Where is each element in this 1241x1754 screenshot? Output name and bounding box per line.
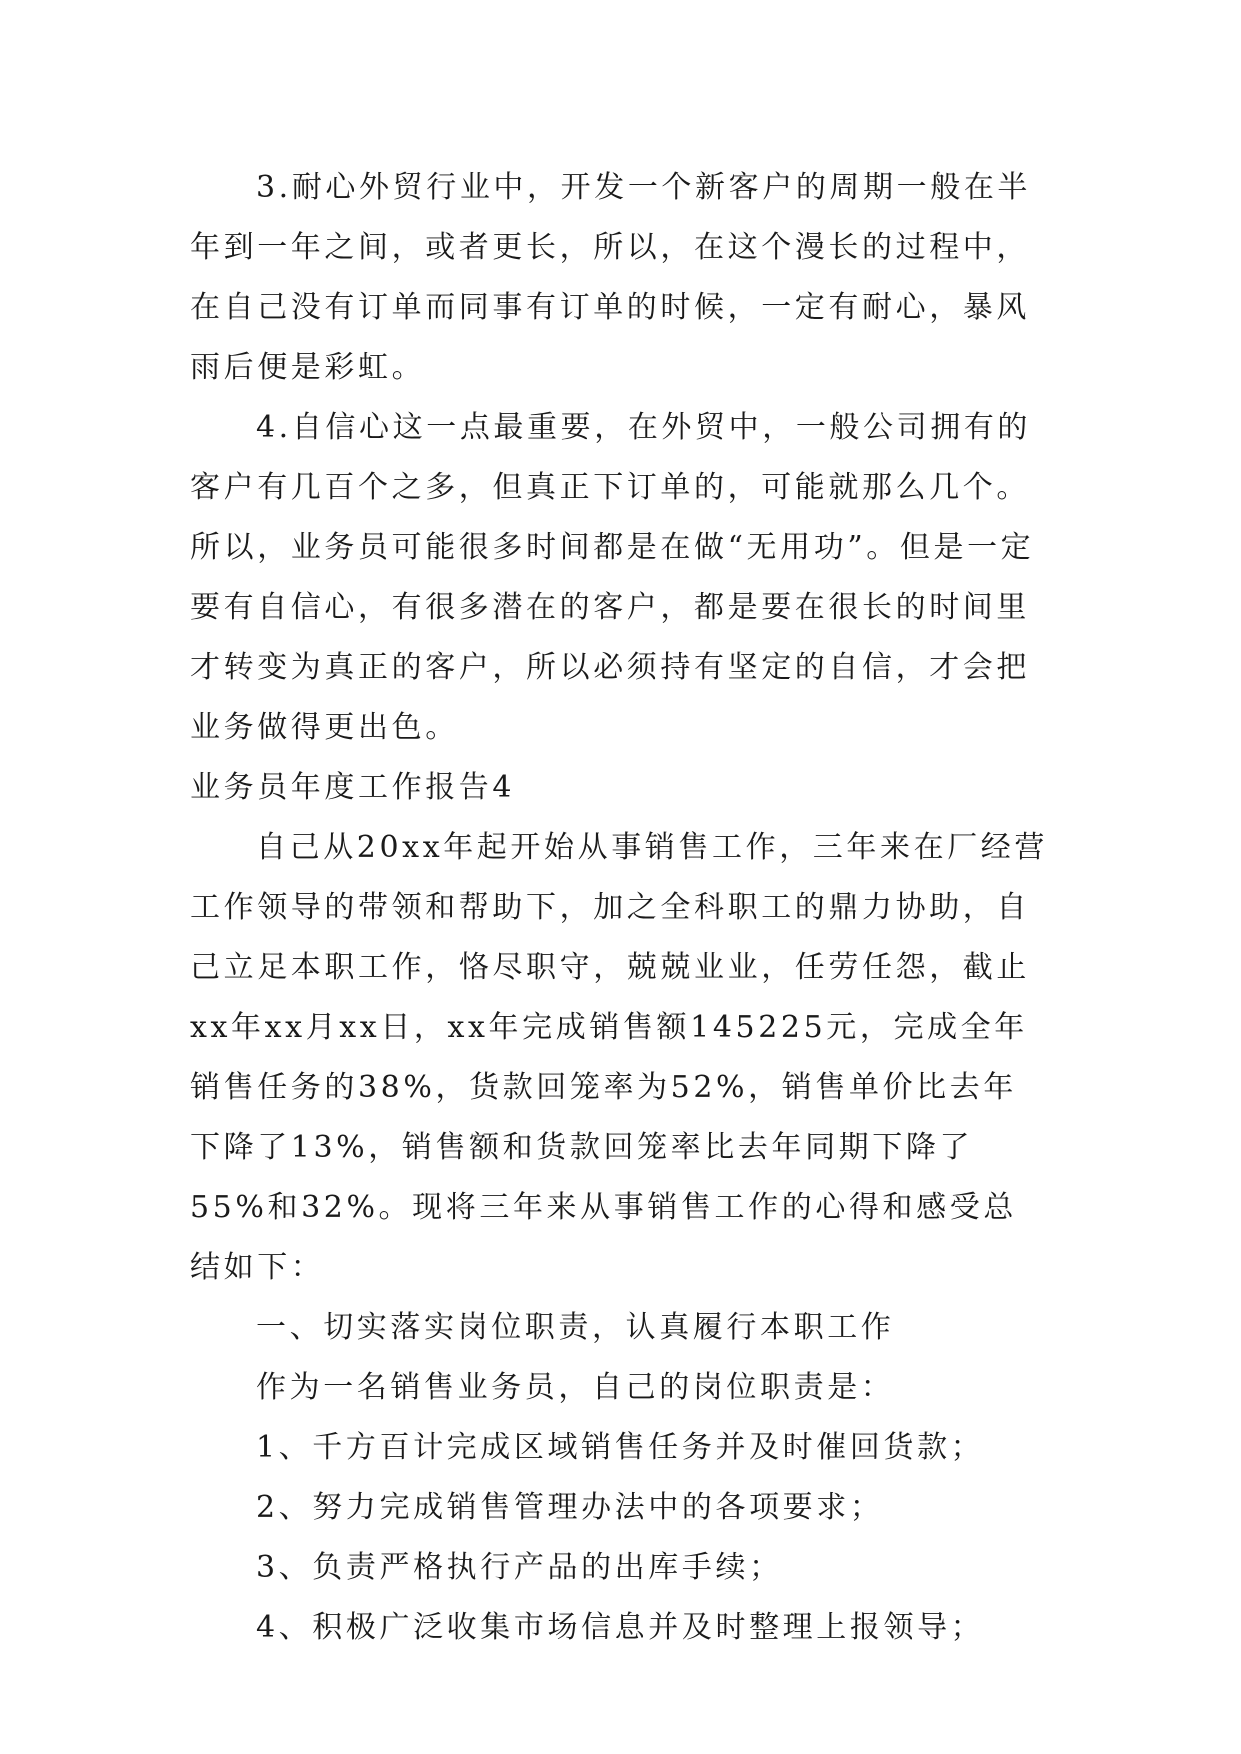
paragraph-patience: 3.耐心外贸行业中，开发一个新客户的周期一般在半年到一年之间，或者更长，所以，在这个漫长的过程中，在自己没有订单而同事有订单的时候，一定有耐心，暴风雨后便是彩虹。 (190, 170, 1032, 385)
subheading-duties: 一、切实落实岗位职责，认真履行本职工作 (256, 1310, 895, 1345)
document-body (190, 158, 1050, 1658)
paragraph-sales-summary: 自己从20xx年起开始从事销售工作，三年来在厂经营工作领导的带领和帮助下，加之全科职工的鼎力协助，自己立足本职工作，恪尽职守，兢兢业业，任劳任怨，截止xx年xx月xx日，xx年完成销售额145225元，完成全年销售任务的38%，货款回笼率为52%，销售单价比去年下降了13%，销售额和货款回笼率比去年同期下降了55%和32%。现将三年来从事销售工作的心得和感受总结如下： (190, 830, 1049, 1285)
section-heading: 业务员年度工作报告4 (190, 770, 516, 805)
list-item-4: 4、积极广泛收集市场信息并及时整理上报领导； (256, 1610, 985, 1645)
list-item-1: 1、千方百计完成区域销售任务并及时催回货款； (256, 1430, 985, 1465)
paragraph-duties-intro: 作为一名销售业务员，自己的岗位职责是： (256, 1370, 895, 1405)
list-item-3: 3、负责严格执行产品的出库手续； (256, 1550, 783, 1585)
paragraph-confidence: 4.自信心这一点最重要，在外贸中，一般公司拥有的客户有几百个之多，但真正下订单的，可能就那么几个。所以，业务员可能很多时间都是在做“无用功”。但是一定要有自信心，有很多潜在的客户，都是要在很长的时间里才转变为真正的客户，所以必须持有坚定的自信，才会把业务做得更出色。 (190, 410, 1035, 745)
list-item-2: 2、努力完成销售管理办法中的各项要求； (256, 1490, 884, 1525)
